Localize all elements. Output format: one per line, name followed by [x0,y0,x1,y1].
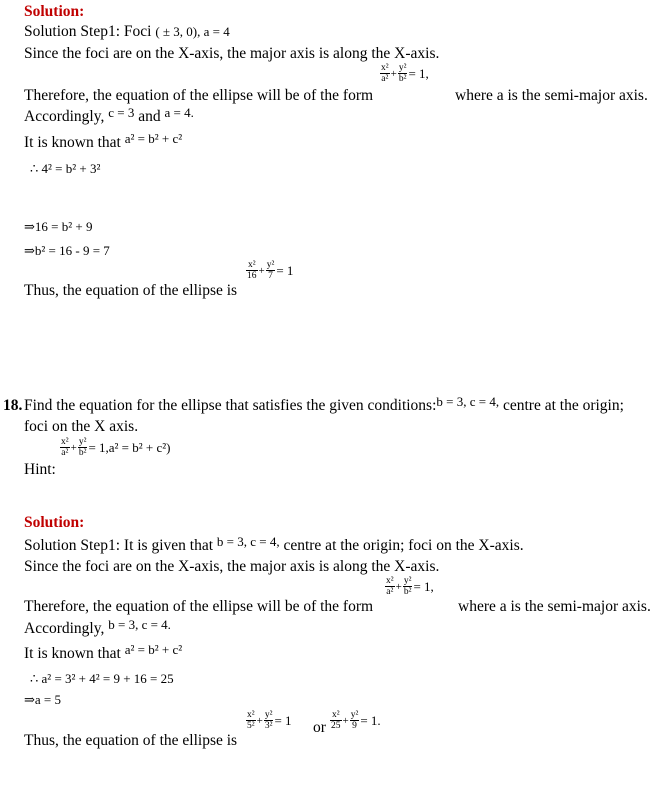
denominator: 7 [268,271,273,281]
step-text: Solution Step1: Foci [24,23,152,40]
fraction [246,710,256,731]
math-line: ∴ 4² = b² + 3² [30,161,101,176]
text-line: where a is the semi-major axis. [455,87,648,104]
numerator: y² [350,710,359,720]
text-line: Therefore, the equation of the ellipse will be of the form [24,87,374,104]
math: a = 4. [164,105,194,120]
denominator: a² [61,448,69,458]
math-line: ⇒a = 5 [24,692,61,707]
foci-value: ( ± 3, 0), a = 4 [155,24,230,39]
text: Accordingly, [24,108,105,125]
numerator: x² [381,63,389,73]
fraction-group [385,576,435,597]
text-line: Thus, the equation of the ellipse is [24,282,238,299]
math: b = 3, c = 4. [108,617,171,632]
text: It is known that [24,134,121,151]
text-line [24,617,171,638]
denominator: 25 [331,721,341,731]
numerator: y² [266,260,275,270]
fraction [78,437,88,458]
denominator: b² [403,587,412,597]
text-line [24,105,194,126]
numerator: x² [331,710,340,720]
denominator: 16 [247,271,257,281]
plus-sign: + [70,441,77,454]
plus-sign: + [258,264,265,277]
math: b = 3, c = 4, [436,394,500,409]
numerator: y² [398,63,407,73]
fraction [266,260,276,281]
equals-text: = 1. [360,712,381,728]
fraction [350,710,360,731]
numerator: x² [61,437,69,447]
fraction [60,437,70,458]
fraction [398,63,408,84]
text-line: Since the foci are on the X-axis, the major axis is along the X-axis. [24,558,440,575]
fraction [380,63,390,84]
math-line: ⇒b² = 16 - 9 = 7 [24,243,110,258]
text-line [24,534,524,555]
equals-text: = 1 [274,712,292,728]
text-line: where a is the semi-major axis. [458,598,651,615]
solution-heading: Solution: [24,3,85,20]
question-line: foci on the X axis. [24,418,139,435]
math-line: ∴ a² = 3² + 4² = 9 + 16 = 25 [30,671,174,686]
equals-text: = 1, [408,65,429,81]
fraction [330,710,342,731]
text-line: Since the foci are on the X-axis, the major axis is along the X-axis. [24,45,440,62]
denominator: b² [398,74,407,84]
math: a² = b² + c² [124,131,183,146]
fraction-group [246,710,293,731]
text-line [24,131,183,152]
math-line: ⇒16 = b² + 9 [24,219,93,234]
denominator: 3² [264,721,273,731]
math: b = 3, c = 4, [216,534,280,549]
text: Find the equation for the ellipse that satisfies the given conditions: [24,397,437,414]
question-number: 18. [3,397,23,414]
denominator: a² [386,587,394,597]
solution-heading: Solution: [24,514,85,531]
fraction-group [60,437,172,458]
denominator: 5² [247,721,255,731]
plus-sign: + [342,714,349,727]
hint-math: = 1,a² = b² + c²) [88,439,171,455]
text: Accordingly, [24,620,105,637]
fraction [403,576,413,597]
fraction-group [246,260,294,281]
plus-sign: + [256,714,263,727]
text-line: Thus, the equation of the ellipse is [24,732,238,749]
numerator: y² [403,576,412,586]
text: It is known that [24,645,121,662]
question-line [24,394,624,415]
math: a² = b² + c² [124,642,183,657]
numerator: x² [247,260,256,270]
fraction [264,710,274,731]
numerator: y² [78,437,87,447]
plus-sign: + [390,67,397,80]
step-line [24,23,230,41]
numerator: x² [247,710,255,720]
equals-text: = 1, [413,578,434,594]
denominator: 9 [352,721,357,731]
equals-text: = 1 [276,262,294,278]
fraction-group [330,710,382,731]
denominator: b² [78,448,87,458]
or-text: or [313,719,326,736]
text: centre at the origin; [502,397,624,414]
denominator: a² [381,74,389,84]
math: c = 3 [108,105,135,120]
fraction [385,576,395,597]
fraction [246,260,258,281]
numerator: x² [386,576,394,586]
numerator: y² [264,710,273,720]
text: Solution Step1: It is given that [24,537,214,554]
hint-label: Hint: [24,461,56,478]
plus-sign: + [395,580,402,593]
fraction-group [380,63,430,84]
text-line [24,642,183,663]
text-line: Therefore, the equation of the ellipse will be of the form [24,598,374,615]
text: and [138,108,161,125]
text: centre at the origin; foci on the X-axis. [283,537,524,554]
